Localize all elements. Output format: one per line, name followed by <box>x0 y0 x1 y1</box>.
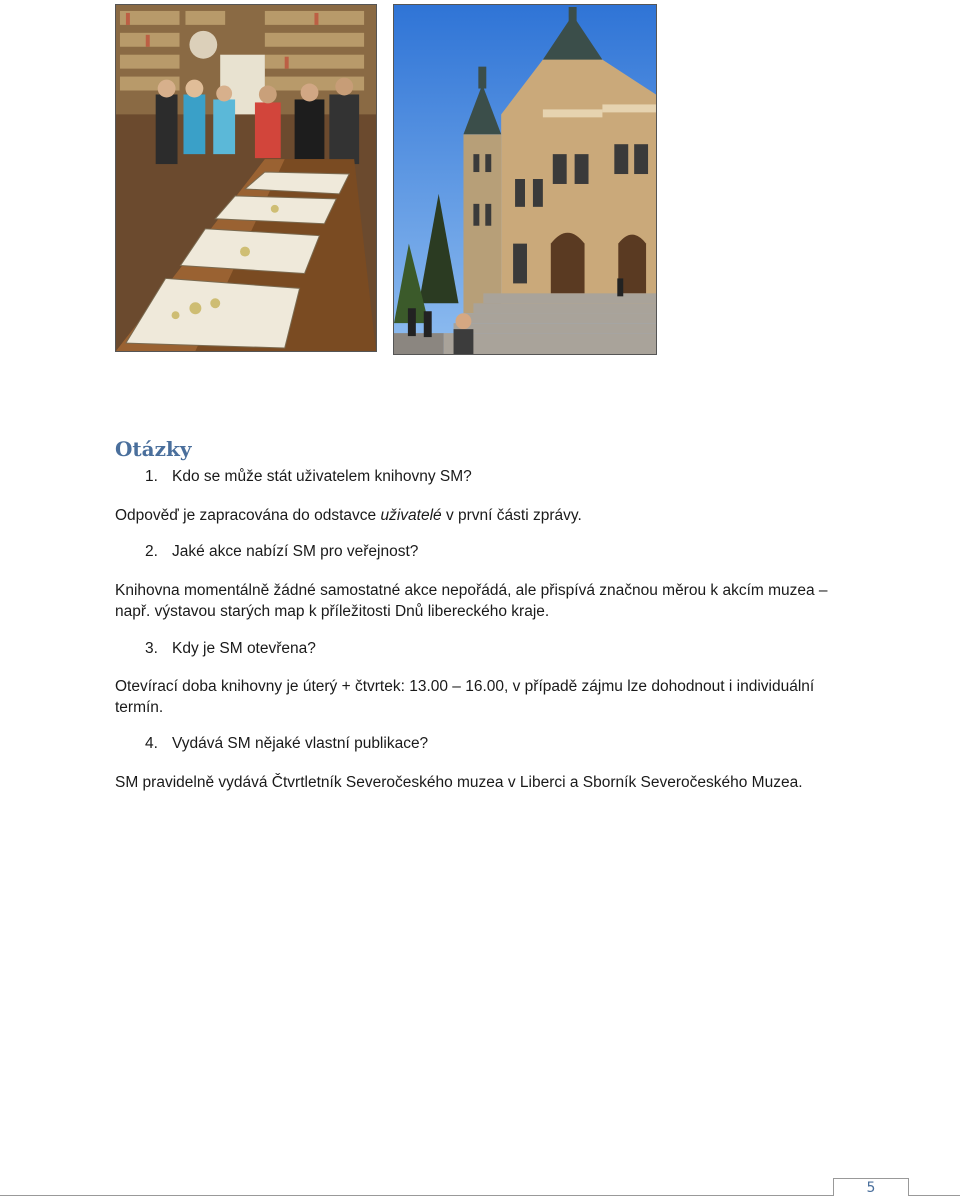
answer-text: Odpověď je zapracována do odstavce <box>115 507 381 524</box>
answer-4 <box>115 772 855 793</box>
footer-divider <box>0 1195 960 1196</box>
question-2 <box>145 543 418 561</box>
answer-emphasis: uživatelé <box>380 507 442 524</box>
answer-1 <box>115 505 855 526</box>
answer-text: v první části zprávy. <box>441 507 582 524</box>
question-text: Kdy je SM otevřena? <box>172 640 316 657</box>
question-4 <box>145 735 428 753</box>
answer-3 <box>115 676 855 718</box>
question-text: Kdo se může stát uživatelem knihovny SM? <box>172 468 472 485</box>
page-number: 5 <box>866 1180 876 1196</box>
library-photo <box>115 4 377 352</box>
question-number: 4. <box>145 735 158 752</box>
answer-text: SM pravidelně vydává Čtvrtletník Severočeského muzea v Liberci a Sborník Severočeského Muzea. <box>115 774 803 791</box>
question-number: 3. <box>145 640 158 657</box>
question-3 <box>145 640 316 658</box>
question-1 <box>145 468 472 486</box>
section-heading: Otázky <box>115 437 192 461</box>
answer-text: Otevírací doba knihovny je úterý + čtvrtek: 13.00 – 16.00, v případě zájmu lze dohodnout i individuální termín. <box>115 678 815 716</box>
question-text: Vydává SM nějaké vlastní publikace? <box>172 735 429 752</box>
question-number: 1. <box>145 468 158 485</box>
answer-2 <box>115 580 855 622</box>
question-text: Jaké akce nabízí SM pro veřejnost? <box>172 543 419 560</box>
museum-building-photo <box>393 4 657 355</box>
question-number: 2. <box>145 543 158 560</box>
answer-text: Knihovna momentálně žádné samostatné akce nepořádá, ale přispívá značnou měrou k akcím muzea – např. výstavou starých map k příležitosti Dnů libereckého kraje. <box>115 582 828 620</box>
